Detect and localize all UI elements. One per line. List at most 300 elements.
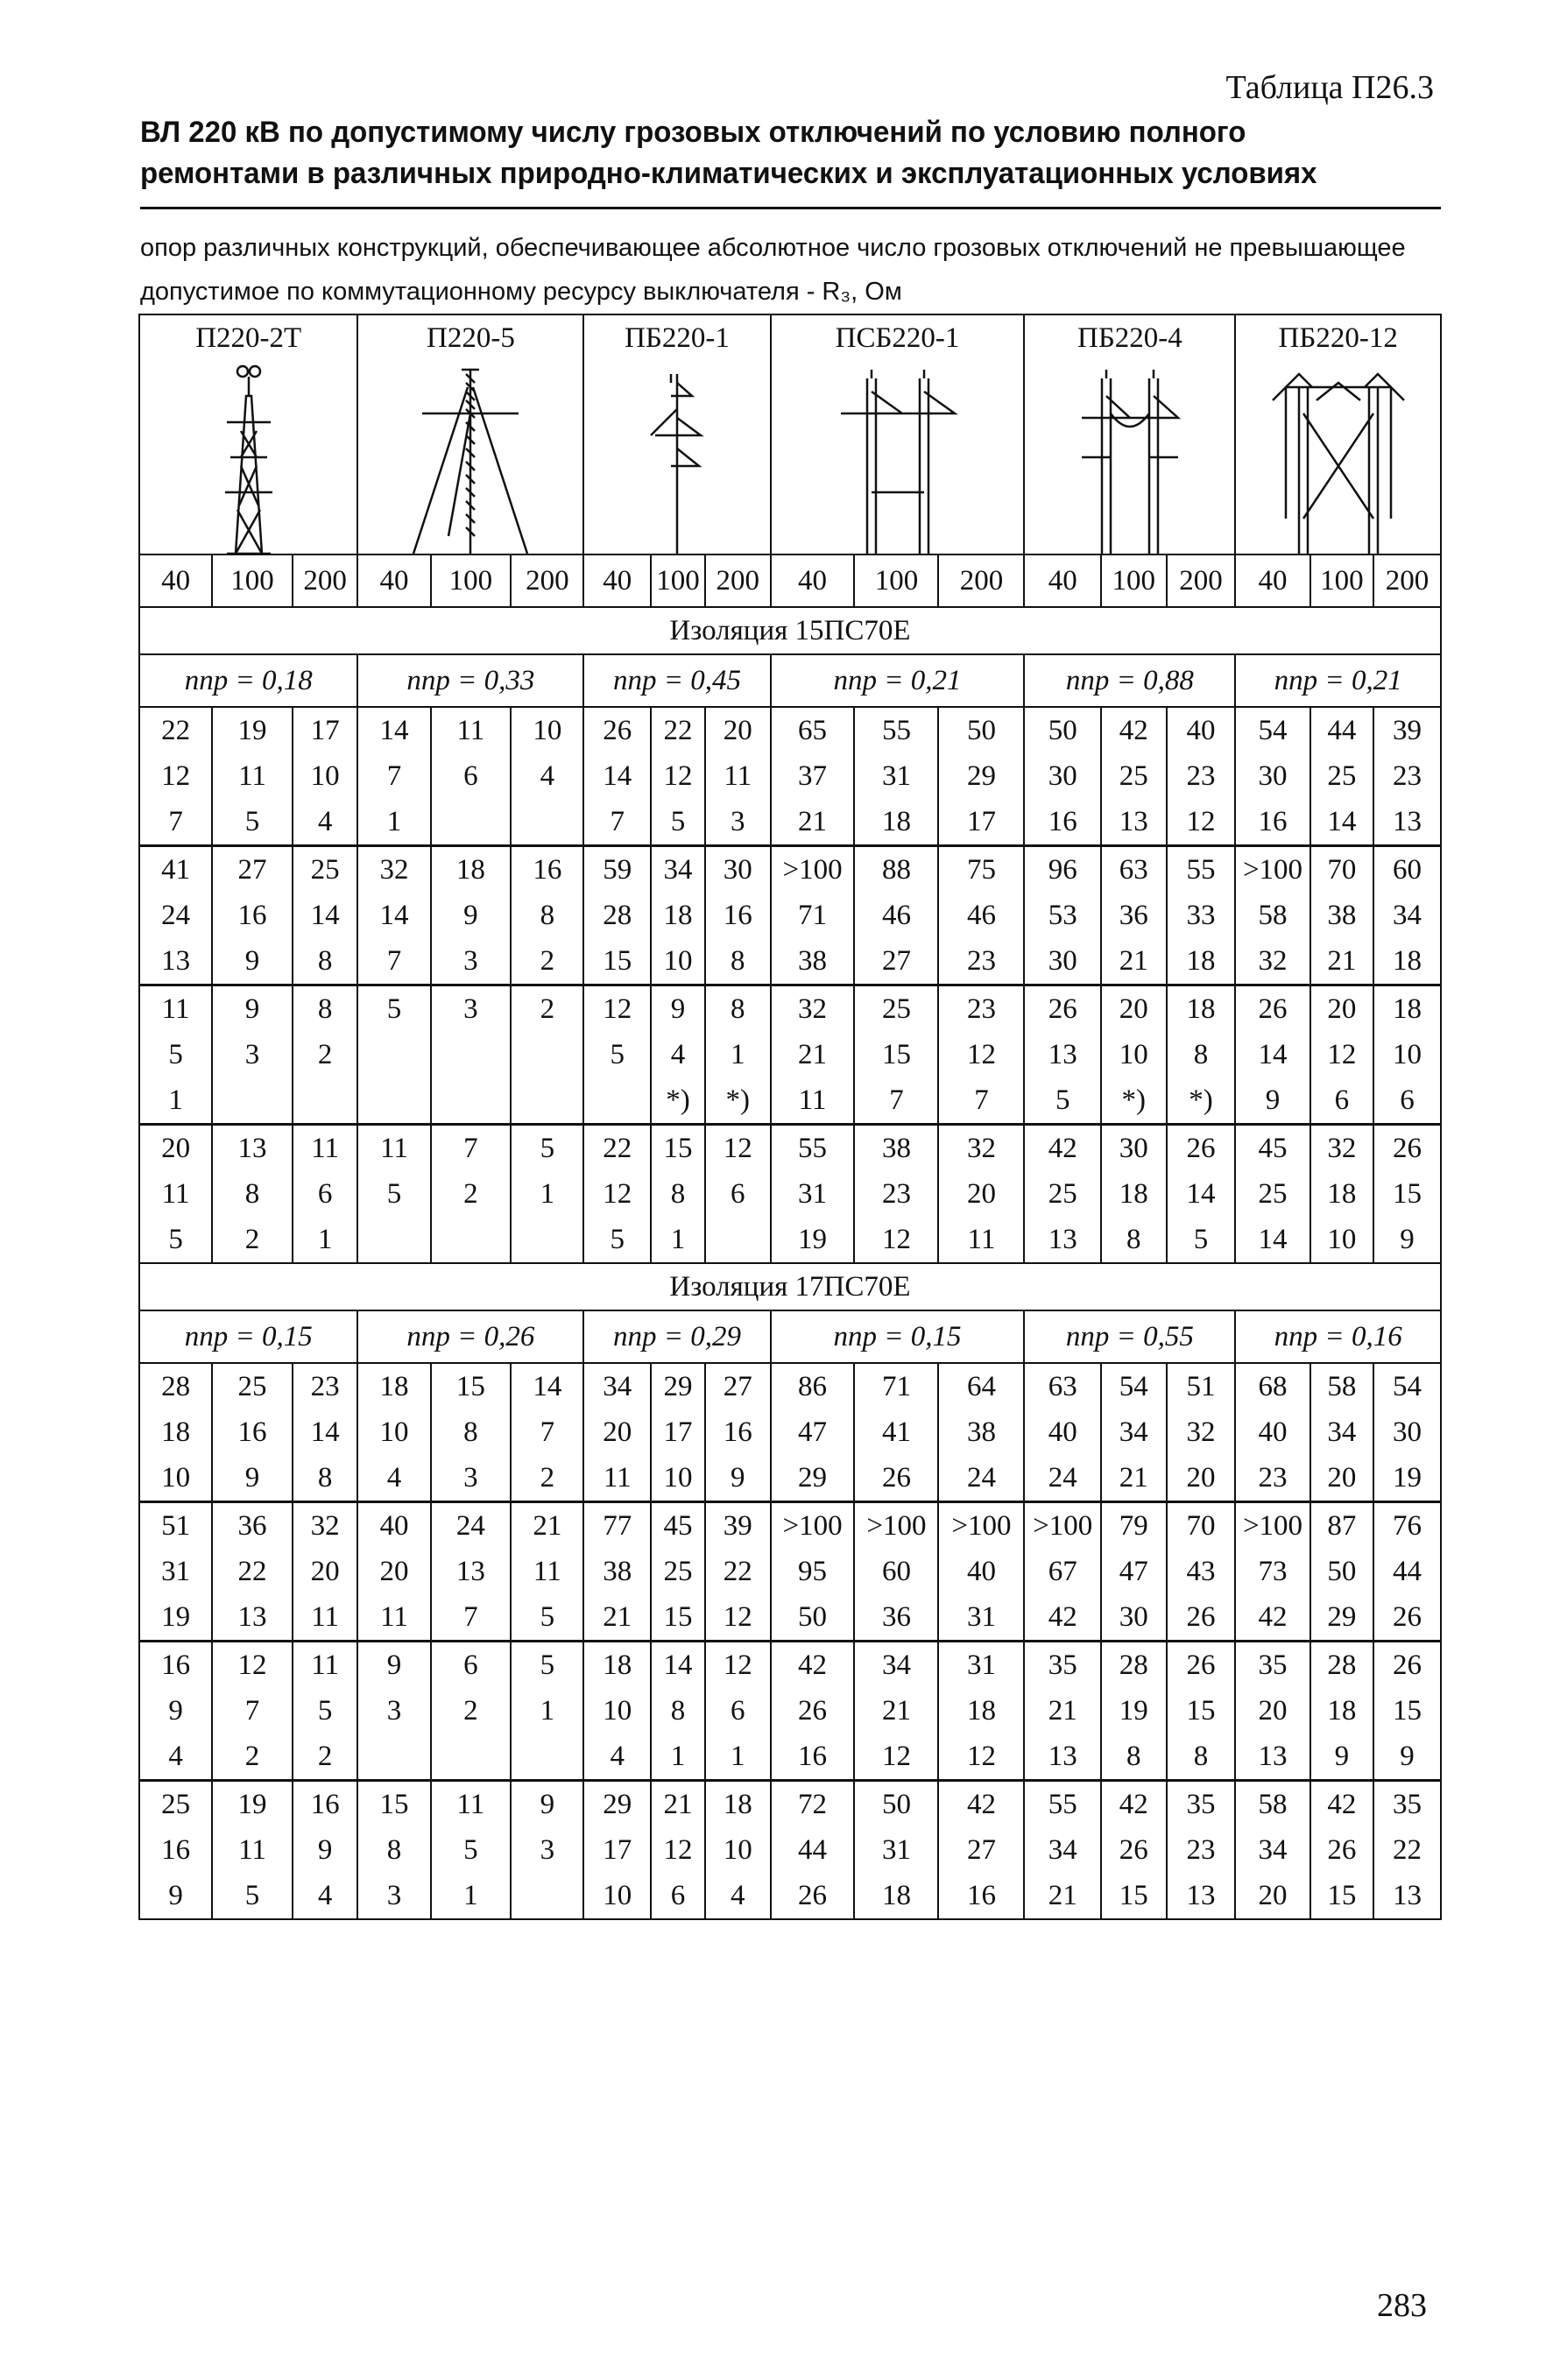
table-cell: 30 (705, 846, 771, 893)
table-cell: 1 (293, 1217, 358, 1263)
table-cell: 9 (139, 1688, 212, 1734)
table-cell: 16 (212, 893, 293, 938)
table-cell: 5 (293, 1688, 358, 1734)
table-cell: 15 (1373, 1688, 1441, 1734)
table-cell: 27 (705, 1363, 771, 1409)
table-cell: 42 (771, 1642, 855, 1689)
table-cell: 40 (1167, 707, 1236, 753)
table-cell: 30 (1024, 753, 1100, 799)
table-row (139, 753, 1441, 799)
table-cell: 9 (139, 1873, 212, 1919)
table-number: Таблица П26.3 (1225, 69, 1434, 106)
title-rule (140, 207, 1441, 209)
table-cell: 25 (854, 985, 938, 1033)
table-cell: 16 (293, 1781, 358, 1828)
table-cell: 19 (771, 1217, 855, 1263)
table-cell: 26 (1373, 1594, 1441, 1642)
table-cell: 21 (1024, 1873, 1100, 1919)
table-cell: 18 (139, 1409, 212, 1455)
table-cell: 9 (431, 893, 512, 938)
table-cell: 20 (293, 1549, 358, 1594)
table-cell: 50 (771, 1594, 855, 1642)
table-cell (431, 1077, 512, 1125)
table-cell: 28 (1310, 1642, 1373, 1689)
tower-icon-2 (357, 361, 583, 554)
table-cell: 7 (583, 799, 651, 846)
table-cell: 12 (938, 1734, 1024, 1781)
table-cell: 54 (1373, 1363, 1441, 1409)
tower-icon-3 (583, 361, 770, 554)
npr-value: nпр = 0,45 (583, 654, 770, 707)
table-cell: 1 (357, 799, 430, 846)
table-cell: 7 (212, 1688, 293, 1734)
table-cell: 11 (431, 1781, 512, 1828)
table-cell: 1 (511, 1688, 583, 1734)
table-row (139, 1409, 1441, 1455)
table-cell: 11 (583, 1455, 651, 1502)
table-cell: 55 (771, 1125, 855, 1172)
table-cell: 15 (854, 1032, 938, 1077)
table-cell: 72 (771, 1781, 855, 1828)
table-cell (357, 1032, 430, 1077)
table-cell: >100 (1235, 846, 1309, 893)
table-row (139, 1077, 1441, 1125)
table-cell: 17 (583, 1827, 651, 1873)
table-cell: >100 (938, 1502, 1024, 1550)
table-cell: >100 (1024, 1502, 1100, 1550)
structure-name-3: ПБ220-1 (583, 314, 770, 361)
table-row (139, 1125, 1441, 1172)
table-cell: 12 (583, 1171, 651, 1217)
table-cell: 22 (583, 1125, 651, 1172)
table-cell: 5 (139, 1032, 212, 1077)
table-cell: 1 (705, 1032, 771, 1077)
resistance-header: 200 (705, 554, 771, 607)
table-cell: 54 (1235, 707, 1309, 753)
table-cell: 50 (938, 707, 1024, 753)
table-cell: 3 (431, 985, 512, 1033)
table-cell: 7 (938, 1077, 1024, 1125)
table-cell: 21 (771, 1032, 855, 1077)
table-cell: 9 (705, 1455, 771, 1502)
table-cell: 32 (771, 985, 855, 1033)
table-cell: 15 (1310, 1873, 1373, 1919)
table-cell: 15 (431, 1363, 512, 1409)
table-cell: *) (1167, 1077, 1236, 1125)
table-cell: 26 (771, 1873, 855, 1919)
table-cell: 6 (705, 1688, 771, 1734)
table-cell: 12 (705, 1125, 771, 1172)
table-cell: 11 (293, 1642, 358, 1689)
table-cell (431, 1217, 512, 1263)
table-cell: 25 (1235, 1171, 1309, 1217)
table-cell: 5 (212, 799, 293, 846)
table-cell: 3 (431, 1455, 512, 1502)
table-cell: 2 (212, 1217, 293, 1263)
table-cell: 11 (212, 753, 293, 799)
table-row (139, 1549, 1441, 1594)
table-cell: 4 (511, 753, 583, 799)
table-cell: 23 (854, 1171, 938, 1217)
table-cell: 2 (293, 1032, 358, 1077)
table-row (139, 707, 1441, 753)
table-cell: 10 (1310, 1217, 1373, 1263)
table-cell: 26 (1167, 1594, 1236, 1642)
table-cell: 21 (1024, 1688, 1100, 1734)
table-cell: 51 (1167, 1363, 1236, 1409)
table-cell: 16 (1024, 799, 1100, 846)
resistance-header: 100 (1101, 554, 1167, 607)
table-cell: 14 (1235, 1217, 1309, 1263)
resistance-header: 40 (771, 554, 855, 607)
table-cell (511, 1032, 583, 1077)
table-cell: 13 (1024, 1032, 1100, 1077)
table-cell: 40 (1024, 1409, 1100, 1455)
table-cell: 28 (583, 893, 651, 938)
table-cell: 17 (938, 799, 1024, 846)
table-cell: 6 (705, 1171, 771, 1217)
npr-value: nпр = 0,29 (583, 1310, 770, 1363)
table-cell: 42 (1024, 1594, 1100, 1642)
table-cell: 70 (1310, 846, 1373, 893)
table-row (139, 1594, 1441, 1642)
table-cell: 58 (1235, 893, 1309, 938)
table-cell: 39 (705, 1502, 771, 1550)
table-row (139, 846, 1441, 893)
table-cell: 14 (1235, 1032, 1309, 1077)
table-cell: 4 (139, 1734, 212, 1781)
table-cell: 27 (938, 1827, 1024, 1873)
table-cell: 28 (139, 1363, 212, 1409)
table-cell: 50 (1024, 707, 1100, 753)
table-cell: 15 (651, 1125, 705, 1172)
resistance-header: 40 (357, 554, 430, 607)
table-cell: 10 (139, 1455, 212, 1502)
table-cell: 96 (1024, 846, 1100, 893)
table-cell: 35 (1024, 1642, 1100, 1689)
table-cell: 13 (212, 1125, 293, 1172)
table-cell: 13 (431, 1549, 512, 1594)
table-cell: 42 (1310, 1781, 1373, 1828)
table-cell: 11 (357, 1594, 430, 1642)
table-cell: 18 (1310, 1171, 1373, 1217)
npr-value: nпр = 0,88 (1024, 654, 1235, 707)
table-cell: 25 (1101, 753, 1167, 799)
table-cell: 10 (1101, 1032, 1167, 1077)
table-cell: 23 (1373, 753, 1441, 799)
table-cell: 13 (1101, 799, 1167, 846)
table-row (139, 985, 1441, 1033)
table-row (139, 1873, 1441, 1919)
table-cell: 18 (854, 799, 938, 846)
table-cell: 30 (1101, 1125, 1167, 1172)
table-cell: 20 (139, 1125, 212, 1172)
table-cell: 71 (771, 893, 855, 938)
table-cell: 38 (771, 938, 855, 985)
table-cell: 11 (293, 1594, 358, 1642)
table-cell: 8 (511, 893, 583, 938)
table-cell: 26 (1373, 1642, 1441, 1689)
table-cell: 13 (1167, 1873, 1236, 1919)
table-cell: 17 (651, 1409, 705, 1455)
table-cell: 30 (1024, 938, 1100, 985)
table-cell: 32 (1167, 1409, 1236, 1455)
table-cell: 16 (1235, 799, 1309, 846)
table-cell: 4 (651, 1032, 705, 1077)
table-cell: 54 (1101, 1363, 1167, 1409)
table-cell: 29 (583, 1781, 651, 1828)
table-cell: 11 (212, 1827, 293, 1873)
table-cell: 34 (651, 846, 705, 893)
table-cell: 60 (854, 1549, 938, 1594)
table-cell: 14 (1167, 1171, 1236, 1217)
table-cell: 2 (293, 1734, 358, 1781)
resistance-header: 40 (583, 554, 651, 607)
table-cell: 42 (1101, 707, 1167, 753)
table-cell: 16 (705, 1409, 771, 1455)
table-cell: 11 (511, 1549, 583, 1594)
table-cell: 13 (1373, 799, 1441, 846)
table-cell: 15 (651, 1594, 705, 1642)
table-cell: 32 (938, 1125, 1024, 1172)
table-cell: 34 (854, 1642, 938, 1689)
table-cell: >100 (1235, 1502, 1309, 1550)
npr-value: nпр = 0,16 (1235, 1310, 1441, 1363)
table-cell: 58 (1310, 1363, 1373, 1409)
table-cell: 29 (651, 1363, 705, 1409)
table-cell: 26 (1167, 1125, 1236, 1172)
table-row (139, 799, 1441, 846)
table-cell: 22 (705, 1549, 771, 1594)
table-cell: 34 (1024, 1827, 1100, 1873)
table-cell: 3 (212, 1032, 293, 1077)
table-cell: 11 (139, 985, 212, 1033)
table-cell: 1 (139, 1077, 212, 1125)
table-cell: 6 (431, 1642, 512, 1689)
table-cell: 9 (511, 1781, 583, 1828)
table-cell: >100 (771, 846, 855, 893)
table-cell: 20 (1235, 1688, 1309, 1734)
npr-value: nпр = 0,21 (1235, 654, 1441, 707)
table-cell: 18 (357, 1363, 430, 1409)
table-cell: 21 (511, 1502, 583, 1550)
table-row (139, 1781, 1441, 1828)
table-cell: 88 (854, 846, 938, 893)
table-cell: 10 (651, 1455, 705, 1502)
table-cell: 5 (583, 1217, 651, 1263)
table-cell: 59 (583, 846, 651, 893)
table-cell: 3 (357, 1873, 430, 1919)
table-cell: 22 (1373, 1827, 1441, 1873)
table-cell: >100 (854, 1502, 938, 1550)
table-cell: 60 (1373, 846, 1441, 893)
table-cell: 76 (1373, 1502, 1441, 1550)
table-cell: 40 (357, 1502, 430, 1550)
table-cell: 22 (139, 707, 212, 753)
table-cell: 38 (1310, 893, 1373, 938)
table-cell: 26 (1024, 985, 1100, 1033)
table-cell: 31 (854, 1827, 938, 1873)
table-cell: 27 (854, 938, 938, 985)
table-cell: 26 (583, 707, 651, 753)
table-cell: 34 (1101, 1409, 1167, 1455)
table-cell: 12 (854, 1734, 938, 1781)
npr-value: nпр = 0,15 (771, 1310, 1025, 1363)
tower-icon-5 (1024, 361, 1235, 554)
table-cell: 38 (854, 1125, 938, 1172)
table-cell: 7 (139, 799, 212, 846)
table-row (139, 938, 1441, 985)
table-cell: 44 (1373, 1549, 1441, 1594)
table-cell: 11 (938, 1217, 1024, 1263)
table-cell: 8 (651, 1171, 705, 1217)
table-cell: 13 (1235, 1734, 1309, 1781)
table-row (139, 1827, 1441, 1873)
table-cell: 15 (583, 938, 651, 985)
table-cell: 14 (511, 1363, 583, 1409)
table-cell: 35 (1167, 1781, 1236, 1828)
table-cell: 8 (212, 1171, 293, 1217)
table-cell: 25 (651, 1549, 705, 1594)
resistance-header: 40 (1235, 554, 1309, 607)
table-cell: 36 (212, 1502, 293, 1550)
table-cell: *) (705, 1077, 771, 1125)
table-cell: 79 (1101, 1502, 1167, 1550)
table-cell (511, 1873, 583, 1919)
table-cell: 55 (1167, 846, 1236, 893)
table-cell: 30 (1373, 1409, 1441, 1455)
table-cell: 3 (357, 1688, 430, 1734)
table-cell: 21 (583, 1594, 651, 1642)
table-cell: 5 (651, 799, 705, 846)
table-cell: 25 (212, 1363, 293, 1409)
table-cell: 70 (1167, 1502, 1236, 1550)
tower-icon-4 (771, 361, 1025, 554)
table-cell: 8 (293, 985, 358, 1033)
table-cell: 13 (139, 938, 212, 985)
table-cell: 18 (938, 1688, 1024, 1734)
table-cell: 26 (854, 1455, 938, 1502)
table-cell: 22 (651, 707, 705, 753)
table-cell: 40 (938, 1549, 1024, 1594)
table-cell: 18 (1101, 1171, 1167, 1217)
table-cell: 44 (1310, 707, 1373, 753)
table-cell: 12 (212, 1642, 293, 1689)
table-cell: 7 (854, 1077, 938, 1125)
table-cell: >100 (771, 1502, 855, 1550)
table-cell: 41 (139, 846, 212, 893)
table-cell: 4 (357, 1455, 430, 1502)
table-cell (293, 1077, 358, 1125)
table-cell: 51 (139, 1502, 212, 1550)
table-cell: 12 (651, 753, 705, 799)
table-cell: 10 (357, 1409, 430, 1455)
table-cell: 47 (771, 1409, 855, 1455)
table-cell: 8 (431, 1409, 512, 1455)
table-cell: 31 (938, 1642, 1024, 1689)
table-cell: 11 (357, 1125, 430, 1172)
table-cell: 19 (212, 707, 293, 753)
table-cell: 11 (431, 707, 512, 753)
table-cell: 95 (771, 1549, 855, 1594)
table-cell: 9 (212, 1455, 293, 1502)
table-cell: 18 (1373, 938, 1441, 985)
table-cell: 31 (139, 1549, 212, 1594)
table-cell: 32 (1310, 1125, 1373, 1172)
table-cell: 34 (1373, 893, 1441, 938)
table-cell: 43 (1167, 1549, 1236, 1594)
table-cell: 16 (511, 846, 583, 893)
resistance-header: 40 (139, 554, 212, 607)
table-cell: 9 (1310, 1734, 1373, 1781)
table-cell: 64 (938, 1363, 1024, 1409)
structure-name-2: П220-5 (357, 314, 583, 361)
table-cell: 20 (1167, 1455, 1236, 1502)
table-cell: 14 (651, 1642, 705, 1689)
table-cell: 53 (1024, 893, 1100, 938)
table-cell: 9 (1373, 1217, 1441, 1263)
npr-value: nпр = 0,55 (1024, 1310, 1235, 1363)
table-cell: 23 (938, 985, 1024, 1033)
table-cell: 40 (1235, 1409, 1309, 1455)
insulation-header: Изоляция 15ПС70Е (139, 607, 1441, 654)
table-cell: 31 (771, 1171, 855, 1217)
table-cell: 37 (771, 753, 855, 799)
resistance-header: 200 (511, 554, 583, 607)
structure-name-6: ПБ220-12 (1235, 314, 1441, 361)
table-row (139, 1734, 1441, 1781)
table-cell: 39 (1373, 707, 1441, 753)
table-cell: 8 (705, 985, 771, 1033)
table-cell: 38 (938, 1409, 1024, 1455)
table-cell: 42 (1101, 1781, 1167, 1828)
table-cell: 65 (771, 707, 855, 753)
table-cell: 15 (1167, 1688, 1236, 1734)
table-cell: 24 (938, 1455, 1024, 1502)
table-cell: 8 (293, 1455, 358, 1502)
resistance-header: 200 (1373, 554, 1441, 607)
table-cell: 18 (431, 846, 512, 893)
table-cell: 1 (511, 1171, 583, 1217)
structure-name-5: ПБ220-4 (1024, 314, 1235, 361)
insulation-header: Изоляция 17ПС70Е (139, 1263, 1441, 1310)
table-cell: 42 (938, 1781, 1024, 1828)
table-cell: 6 (1310, 1077, 1373, 1125)
table-cell: 10 (511, 707, 583, 753)
table-cell: 55 (854, 707, 938, 753)
table-cell: 8 (705, 938, 771, 985)
table-cell: 12 (705, 1594, 771, 1642)
table-cell: *) (1101, 1077, 1167, 1125)
table-cell: 12 (651, 1827, 705, 1873)
table-cell: 86 (771, 1363, 855, 1409)
resistance-header: 200 (938, 554, 1024, 607)
table-cell: 26 (1167, 1642, 1236, 1689)
table-cell: *) (651, 1077, 705, 1125)
table-cell: 12 (938, 1032, 1024, 1077)
table-cell: 77 (583, 1502, 651, 1550)
table-cell: 15 (1101, 1873, 1167, 1919)
table-cell (705, 1217, 771, 1263)
table-cell: 2 (431, 1688, 512, 1734)
table-cell: 63 (1101, 846, 1167, 893)
table-row (139, 1363, 1441, 1409)
table-cell: 8 (1167, 1734, 1236, 1781)
table-cell: 10 (293, 753, 358, 799)
table-row (139, 893, 1441, 938)
table-cell: 5 (357, 1171, 430, 1217)
table-cell: 11 (293, 1125, 358, 1172)
